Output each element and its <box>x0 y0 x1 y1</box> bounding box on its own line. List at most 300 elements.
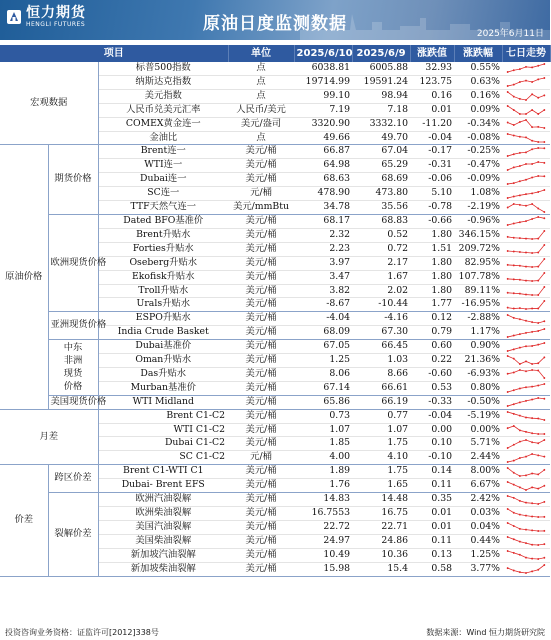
trend-point <box>525 294 527 296</box>
item-unit: 美元/桶 <box>228 214 294 228</box>
trend-point <box>507 155 509 157</box>
trend-point <box>537 558 539 560</box>
trend-point <box>507 411 509 413</box>
trend-cell <box>502 340 550 354</box>
value-change: -0.10 <box>410 451 454 465</box>
value-change: -0.60 <box>410 367 454 381</box>
trend-cell <box>502 159 550 173</box>
item-name: India Crude Basket <box>98 326 228 340</box>
column-header-item: 项目 <box>0 45 228 62</box>
value-change-pct: -0.25% <box>454 145 502 159</box>
trend-cell <box>502 451 550 465</box>
page-footer <box>0 624 550 640</box>
trend-sparkline <box>504 299 548 311</box>
value-current: 99.10 <box>294 89 352 103</box>
trend-sparkline <box>504 132 548 144</box>
trend-point <box>537 544 539 546</box>
trend-cell <box>502 270 550 284</box>
trend-point <box>507 481 509 483</box>
value-current: 22.72 <box>294 520 352 534</box>
item-name: 欧洲汽油裂解 <box>98 493 228 507</box>
value-change-pct: 89.11% <box>454 284 502 298</box>
trend-sparkline <box>504 104 548 116</box>
trend-point <box>507 307 509 309</box>
trend-point <box>525 542 527 544</box>
item-unit: 美元/桶 <box>228 256 294 270</box>
trend-sparkline <box>504 494 548 506</box>
value-current: 68.17 <box>294 214 352 228</box>
trend-point <box>543 95 545 97</box>
trend-point <box>525 136 527 138</box>
trend-point <box>537 530 539 532</box>
trend-point <box>519 307 521 309</box>
trend-point <box>531 140 533 142</box>
trend-point <box>513 195 515 197</box>
trend-cell <box>502 89 550 103</box>
trend-point <box>507 522 509 524</box>
value-previous: 10.36 <box>352 548 410 562</box>
category-macro: 宏观数据 <box>0 62 98 145</box>
trend-cell <box>502 562 550 576</box>
trend-point <box>543 189 545 191</box>
item-name: Troll升贴水 <box>98 284 228 298</box>
table-row <box>0 465 550 479</box>
item-unit: 美元/桶 <box>228 534 294 548</box>
value-change-pct: -2.88% <box>454 312 502 326</box>
trend-point <box>519 81 521 83</box>
trend-point <box>507 91 509 93</box>
trend-point <box>537 141 539 143</box>
item-unit: 美元/桶 <box>228 465 294 479</box>
subcategory-label-line: 中东 <box>63 342 83 354</box>
value-change-pct: -2.19% <box>454 201 502 215</box>
trend-point <box>531 266 533 268</box>
subcategory-label: 亚洲现货价格 <box>48 312 98 340</box>
trend-point <box>531 399 533 401</box>
trend-point <box>531 163 533 165</box>
trend-point <box>543 286 545 288</box>
trend-sparkline <box>504 160 548 172</box>
category-month-spread: 月差 <box>0 409 98 465</box>
trend-sparkline <box>504 243 548 255</box>
subcategory-label-line: 现货 <box>63 368 83 380</box>
trend-sparkline <box>504 424 548 436</box>
trend-point <box>543 500 545 502</box>
trend-point <box>531 218 533 220</box>
value-current: 8.06 <box>294 367 352 381</box>
trend-point <box>531 441 533 443</box>
column-header-change-pct: 涨跌幅 <box>454 45 502 62</box>
value-current: 2.32 <box>294 228 352 242</box>
trend-sparkline <box>504 563 548 575</box>
trend-sparkline <box>504 382 548 394</box>
value-change-pct: 0.09% <box>454 103 502 117</box>
item-name: COMEX黄金连一 <box>98 117 228 131</box>
trend-point <box>513 134 515 136</box>
item-name: WTI Midland <box>98 395 228 409</box>
trend-point <box>507 250 509 252</box>
trend-sparkline <box>504 90 548 102</box>
logo-text-en: HENGLI FUTURES <box>26 21 86 28</box>
trend-sparkline <box>504 327 548 339</box>
trend-point <box>525 371 527 373</box>
subcategory-label <box>48 340 98 396</box>
trend-point <box>537 207 539 209</box>
item-name: Dubai连一 <box>98 173 228 187</box>
trend-sparkline <box>504 438 548 450</box>
trend-sparkline <box>504 174 548 186</box>
trend-point <box>531 203 533 205</box>
trend-cell <box>502 312 550 326</box>
value-change-pct: 5.71% <box>454 437 502 451</box>
trend-point <box>519 279 521 281</box>
value-current: 67.05 <box>294 340 352 354</box>
table-row <box>0 395 550 409</box>
item-unit: 元/桶 <box>228 451 294 465</box>
item-unit: 美元/桶 <box>228 326 294 340</box>
trend-point <box>537 266 539 268</box>
value-current: 3.82 <box>294 284 352 298</box>
trend-point <box>543 419 545 421</box>
trend-cell <box>502 465 550 479</box>
value-change: 1.80 <box>410 228 454 242</box>
value-change-pct: 2.44% <box>454 451 502 465</box>
trend-point <box>525 319 527 321</box>
trend-sparkline <box>504 480 548 492</box>
trend-point <box>519 165 521 167</box>
value-current: 14.83 <box>294 493 352 507</box>
value-change-pct: 0.16% <box>454 89 502 103</box>
trend-point <box>537 569 539 571</box>
trend-point <box>537 307 539 309</box>
column-header-date1: 2025/6/10 <box>294 45 352 62</box>
trend-point <box>531 472 533 474</box>
trend-cell <box>502 256 550 270</box>
trend-sparkline <box>504 188 548 200</box>
trend-cell <box>502 437 550 451</box>
trend-point <box>537 343 539 345</box>
trend-point <box>543 147 545 149</box>
page-title: 原油日度监测数据 <box>203 14 347 34</box>
value-change: 0.10 <box>410 437 454 451</box>
trend-point <box>537 238 539 240</box>
trend-point <box>537 397 539 399</box>
trend-point <box>543 469 545 471</box>
trend-point <box>507 71 509 73</box>
value-change-pct: 107.78% <box>454 270 502 284</box>
item-unit: 美元/桶 <box>228 159 294 173</box>
value-change-pct: 0.80% <box>454 381 502 395</box>
trend-point <box>531 238 533 240</box>
trend-sparkline <box>504 229 548 241</box>
trend-point <box>531 294 533 296</box>
value-change-pct: 0.04% <box>454 520 502 534</box>
value-current: 6038.81 <box>294 62 352 75</box>
trend-point <box>531 558 533 560</box>
trend-point <box>519 441 521 443</box>
value-previous: 24.86 <box>352 534 410 548</box>
trend-cell <box>502 214 550 228</box>
value-change: 0.11 <box>410 479 454 493</box>
trend-line <box>508 315 545 323</box>
value-change-pct: 0.03% <box>454 507 502 521</box>
value-current: -4.04 <box>294 312 352 326</box>
trend-point <box>543 433 545 435</box>
value-change: 0.58 <box>410 562 454 576</box>
trend-point <box>531 363 533 365</box>
trend-cell <box>502 367 550 381</box>
trend-point <box>507 206 509 208</box>
trend-sparkline <box>504 354 548 366</box>
value-previous: 1.65 <box>352 479 410 493</box>
value-previous: 65.29 <box>352 159 410 173</box>
report-date: 2025年6月11日 <box>476 29 544 39</box>
trend-point <box>525 178 527 180</box>
trend-point <box>513 237 515 239</box>
trend-point <box>543 230 545 232</box>
value-change-pct: 0.55% <box>454 62 502 75</box>
trend-cell <box>502 298 550 312</box>
item-unit: 美元/桶 <box>228 395 294 409</box>
trend-point <box>507 447 509 449</box>
header-banner <box>0 0 550 40</box>
trend-point <box>537 280 539 282</box>
value-change: 5.10 <box>410 187 454 201</box>
value-current: 1.89 <box>294 465 352 479</box>
trend-sparkline <box>504 341 548 353</box>
trend-point <box>531 502 533 504</box>
trend-sparkline <box>504 62 548 74</box>
value-current: 66.87 <box>294 145 352 159</box>
trend-point <box>543 328 545 330</box>
value-change-pct: 0.44% <box>454 534 502 548</box>
value-previous: 0.72 <box>352 242 410 256</box>
item-unit: 美元/mmBtu <box>228 201 294 215</box>
value-change-pct: 346.15% <box>454 228 502 242</box>
table-header-row <box>0 45 550 62</box>
trend-point <box>513 390 515 392</box>
item-unit: 美元/桶 <box>228 381 294 395</box>
item-name: Dubai- Brent EFS <box>98 479 228 493</box>
trend-sparkline <box>504 202 548 214</box>
table-row <box>0 340 550 354</box>
item-unit: 美元/桶 <box>228 298 294 312</box>
trend-point <box>519 237 521 239</box>
trend-sparkline <box>504 285 548 297</box>
table-row <box>0 145 550 159</box>
logo-text-cn: 恒力期货 <box>26 5 86 21</box>
item-name: Forties升贴水 <box>98 242 228 256</box>
trend-point <box>531 192 533 194</box>
value-previous: 0.77 <box>352 409 410 423</box>
value-previous: 3332.10 <box>352 117 410 131</box>
trend-point <box>531 386 533 388</box>
trend-point <box>513 483 515 485</box>
value-previous: 16.75 <box>352 507 410 521</box>
value-change: -0.04 <box>410 409 454 423</box>
item-unit: 美元/桶 <box>228 354 294 368</box>
trend-point <box>513 334 515 336</box>
trend-point <box>507 169 509 171</box>
value-change: -11.20 <box>410 117 454 131</box>
trend-point <box>519 265 521 267</box>
item-name: Dubai C1-C2 <box>98 437 228 451</box>
trend-line <box>508 301 545 309</box>
trend-point <box>531 516 533 518</box>
trend-point <box>537 97 539 99</box>
value-previous: 2.17 <box>352 256 410 270</box>
trend-cell <box>502 381 550 395</box>
trend-point <box>531 176 533 178</box>
item-name: Oseberg升贴水 <box>98 256 228 270</box>
trend-point <box>513 251 515 253</box>
value-change: 1.51 <box>410 242 454 256</box>
trend-point <box>543 439 545 441</box>
trend-point <box>513 444 515 446</box>
trend-point <box>525 557 527 559</box>
trend-sparkline <box>504 271 548 283</box>
trend-point <box>519 514 521 516</box>
trend-point <box>507 467 509 469</box>
trend-cell <box>502 173 550 187</box>
item-name: SC连一 <box>98 187 228 201</box>
value-current: 1.85 <box>294 437 352 451</box>
value-current: 16.7553 <box>294 507 352 521</box>
trend-point <box>513 203 515 205</box>
trend-point <box>519 113 521 115</box>
trend-point <box>525 400 527 402</box>
trend-point <box>513 292 515 294</box>
trend-point <box>531 109 533 111</box>
trend-point <box>543 211 545 213</box>
trend-point <box>519 475 521 477</box>
trend-cell <box>502 228 550 242</box>
value-change-pct: 1.25% <box>454 548 502 562</box>
trend-point <box>507 85 509 87</box>
column-header-change: 涨跌值 <box>410 45 454 62</box>
value-change: 1.80 <box>410 270 454 284</box>
value-current: 1.76 <box>294 479 352 493</box>
value-current: 24.97 <box>294 534 352 548</box>
item-name: 人民币兑美元汇率 <box>98 103 228 117</box>
item-name: WTI连一 <box>98 159 228 173</box>
subcategory-label: 期货价格 <box>48 145 98 215</box>
value-previous: 66.45 <box>352 340 410 354</box>
trend-point <box>543 357 545 359</box>
trend-sparkline <box>504 396 548 408</box>
trend-point <box>525 431 527 433</box>
trend-point <box>537 363 539 365</box>
trend-point <box>543 175 545 177</box>
trend-point <box>519 251 521 253</box>
trend-point <box>507 278 509 280</box>
trend-point <box>543 162 545 164</box>
trend-point <box>531 417 533 419</box>
value-change-pct: -0.34% <box>454 117 502 131</box>
trend-point <box>537 370 539 372</box>
trend-point <box>507 314 509 316</box>
trend-point <box>507 427 509 429</box>
item-unit: 美元/桶 <box>228 340 294 354</box>
table-row <box>0 214 550 228</box>
trend-point <box>519 415 521 417</box>
item-name: WTI C1-C2 <box>98 423 228 437</box>
trend-point <box>519 293 521 295</box>
value-previous: 473.80 <box>352 187 410 201</box>
trend-point <box>543 109 545 111</box>
trend-point <box>507 355 509 357</box>
item-name: Dated BFO基准价 <box>98 214 228 228</box>
trend-point <box>531 570 533 572</box>
trend-point <box>531 280 533 282</box>
value-current: 2.23 <box>294 242 352 256</box>
trend-point <box>537 433 539 435</box>
item-name: 标普500指数 <box>98 62 228 75</box>
value-current: 19714.99 <box>294 75 352 89</box>
trend-point <box>531 94 533 96</box>
trend-point <box>537 487 539 489</box>
value-change-pct: -6.93% <box>454 367 502 381</box>
trend-point <box>537 252 539 254</box>
trend-point <box>525 345 527 347</box>
trend-point <box>537 191 539 193</box>
value-previous: 67.30 <box>352 326 410 340</box>
trend-point <box>519 121 521 123</box>
trend-point <box>531 67 533 69</box>
item-unit: 美元/桶 <box>228 423 294 437</box>
trend-sparkline <box>504 549 548 561</box>
value-previous: 1.67 <box>352 270 410 284</box>
trend-sparkline <box>504 521 548 533</box>
trend-point <box>543 484 545 486</box>
trend-point <box>543 383 545 385</box>
trend-point <box>531 453 533 455</box>
item-name: Brent C1-WTI C1 <box>98 465 228 479</box>
value-current: 478.90 <box>294 187 352 201</box>
trend-point <box>525 387 527 389</box>
trend-point <box>519 486 521 488</box>
trend-point <box>513 109 515 111</box>
value-previous: -4.16 <box>352 312 410 326</box>
item-unit: 美元/桶 <box>228 409 294 423</box>
value-current: 1.25 <box>294 354 352 368</box>
value-current: 3.97 <box>294 256 352 270</box>
item-unit: 元/桶 <box>228 187 294 201</box>
trend-point <box>525 361 527 363</box>
value-current: 4.00 <box>294 451 352 465</box>
value-change-pct: 0.00% <box>454 423 502 437</box>
trend-point <box>543 258 545 260</box>
trend-point <box>543 141 545 143</box>
value-change-pct: 1.17% <box>454 326 502 340</box>
trend-point <box>537 175 539 177</box>
value-change: 0.13 <box>410 548 454 562</box>
item-name: 欧洲柴油裂解 <box>98 507 228 521</box>
table-row <box>0 62 550 75</box>
value-previous: 68.69 <box>352 173 410 187</box>
trend-point <box>513 278 515 280</box>
trend-point <box>513 124 515 126</box>
value-change: -0.33 <box>410 395 454 409</box>
trend-cell <box>502 187 550 201</box>
trend-point <box>543 564 545 566</box>
category-price-diff: 价差 <box>0 465 48 576</box>
monitor-table <box>0 45 551 577</box>
item-unit: 美元/桶 <box>228 367 294 381</box>
trend-point <box>519 554 521 556</box>
trend-point <box>513 84 515 86</box>
value-current: 65.86 <box>294 395 352 409</box>
